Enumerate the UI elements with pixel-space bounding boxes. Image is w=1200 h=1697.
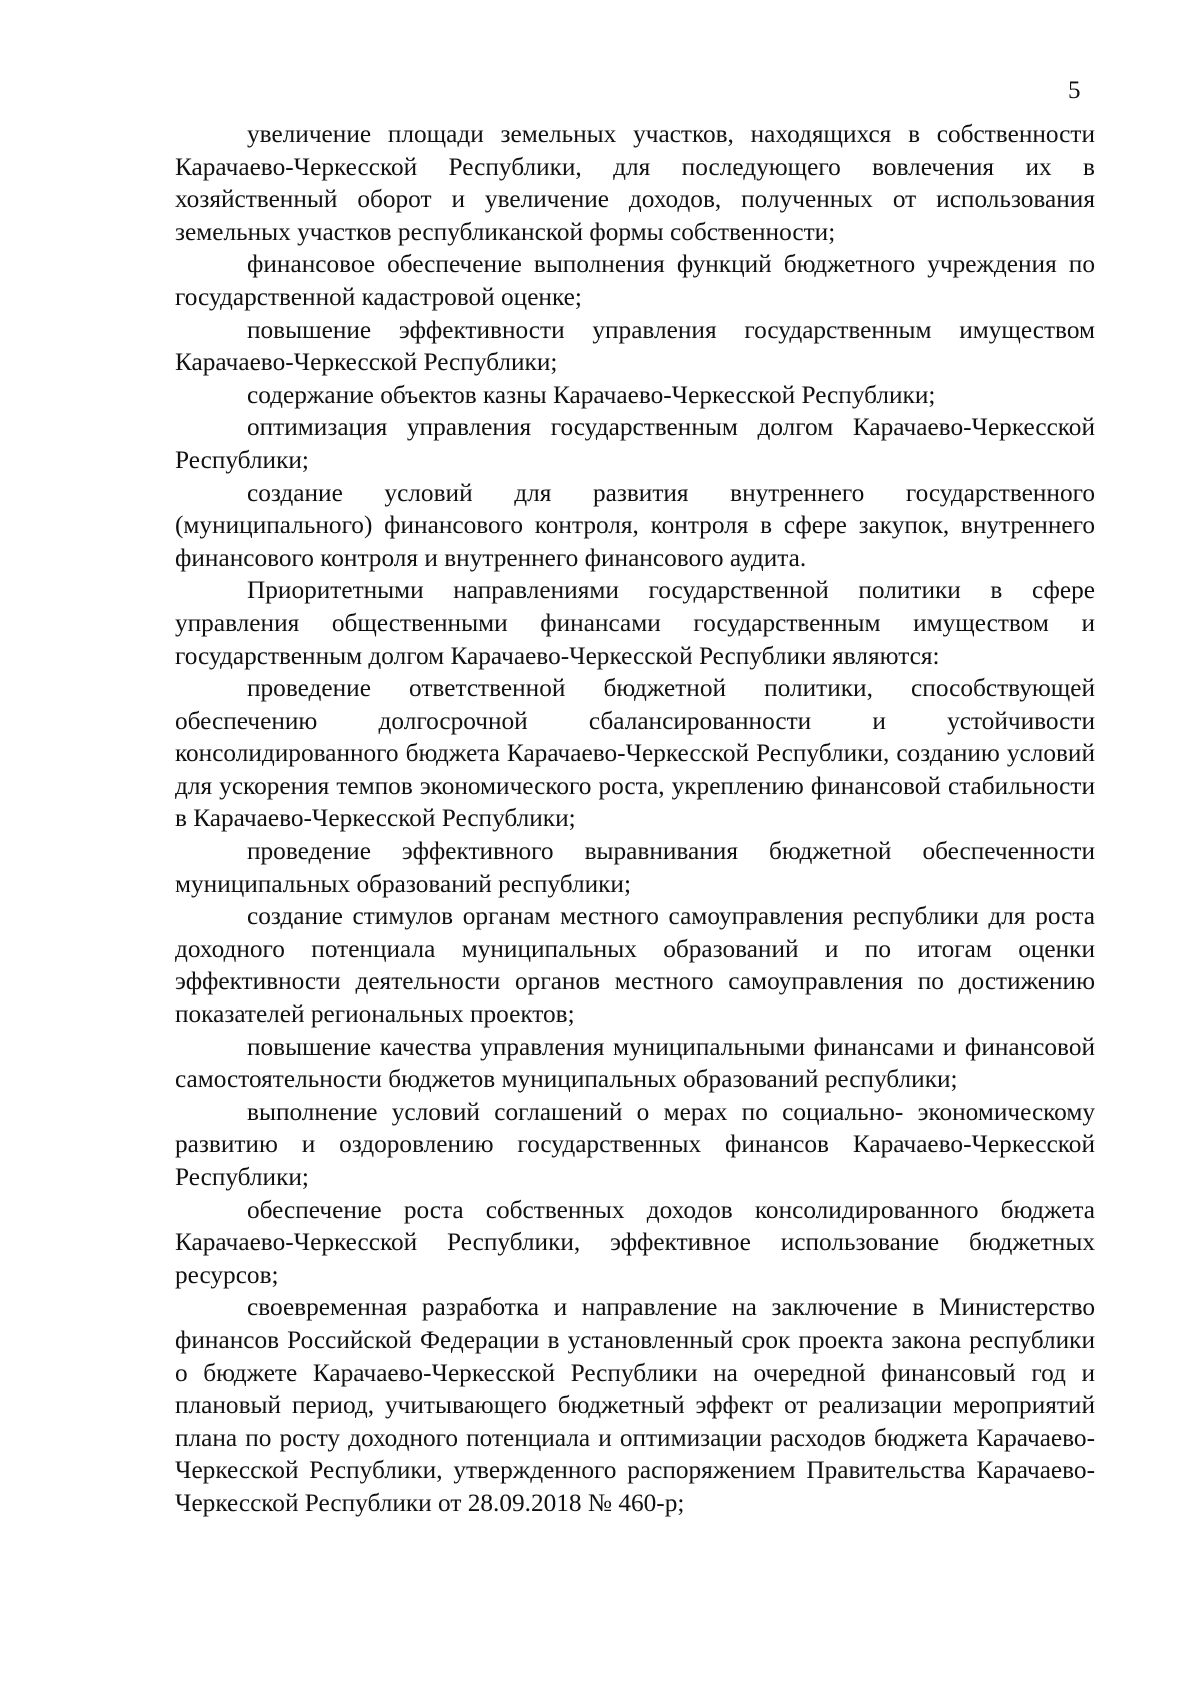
paragraph: своевременная разработка и направление на заключение в Министерство финансов Российской Федерации в установленный срок проекта закона республики о бюджете Карачаево-Черкесской Республики на очередной финансовый год и плановый период, учитывающего бюджетный эффект от реализации мероприятий плана по росту доходного потенциала и оптимизации расходов бюджета Карачаево-Черкесской Республики, утвержденного распоряжением Правительства Карачаево-Черкесской Республики от 28.09.2018 № 460-р; [175,1293,1095,1517]
paragraph: оптимизация управления государственным долгом Карачаево-Черкесской Республики; [175,413,1095,474]
paragraph: создание стимулов органам местного самоуправления республики для роста доходного потенциала муниципальных образований и по итогам оценки эффективности деятельности органов местного самоуправления по достижению показателей региональных проектов; [175,902,1095,1029]
paragraph: обеспечение роста собственных доходов консолидированного бюджета Карачаево-Черкесской Республики, эффективное использование бюджетных ресурсов; [175,1195,1095,1289]
paragraph: создание условий для развития внутреннего государственного (муниципального) финансового контроля, контроля в сфере закупок, внутреннего финансового контроля и внутреннего финансового аудита. [175,478,1095,572]
page-number: 5 [1068,77,1081,104]
paragraph: проведение ответственной бюджетной политики, способствующей обеспечению долгосрочной сбалансированности и устойчивости консолидированного бюджета Карачаево-Черкесской Республики, созданию условий для ускорения темпов экономического роста, укреплению финансовой стабильности в Карачаево-Черкесской Республики; [175,674,1095,833]
paragraph: повышение качества управления муниципальными финансами и финансовой самостоятельности бюджетов муниципальных образований республики; [175,1032,1095,1094]
paragraph: проведение эффективного выравнивания бюджетной обеспеченности муниципальных образований республики; [175,837,1095,898]
paragraph: содержание объектов казны Карачаево-Черкесской Республики; [247,380,936,409]
paragraph: повышение эффективности управления государственным имуществом Карачаево-Черкесской Республики; [175,315,1095,377]
document-body [175,118,1095,1520]
paragraph: увеличение площади земельных участков, находящихся в собственности Карачаево-Черкесской Республики, для последующего вовлечения их в хозяйственный оборот и увеличение доходов, полученных от использования земельных участков республиканской формы собственности; [175,120,1095,246]
paragraph: выполнение условий соглашений о мерах по социально- экономическому развитию и оздоровлению государственных финансов Карачаево-Черкесской Республики; [175,1097,1095,1191]
paragraph: Приоритетными направлениями государственной политики в сфере управления общественными финансами государственным имуществом и государственным долгом Карачаево-Черкесской Республики являются: [175,576,1095,670]
paragraph: финансовое обеспечение выполнения функций бюджетного учреждения по государственной кадастровой оценке; [175,250,1095,311]
